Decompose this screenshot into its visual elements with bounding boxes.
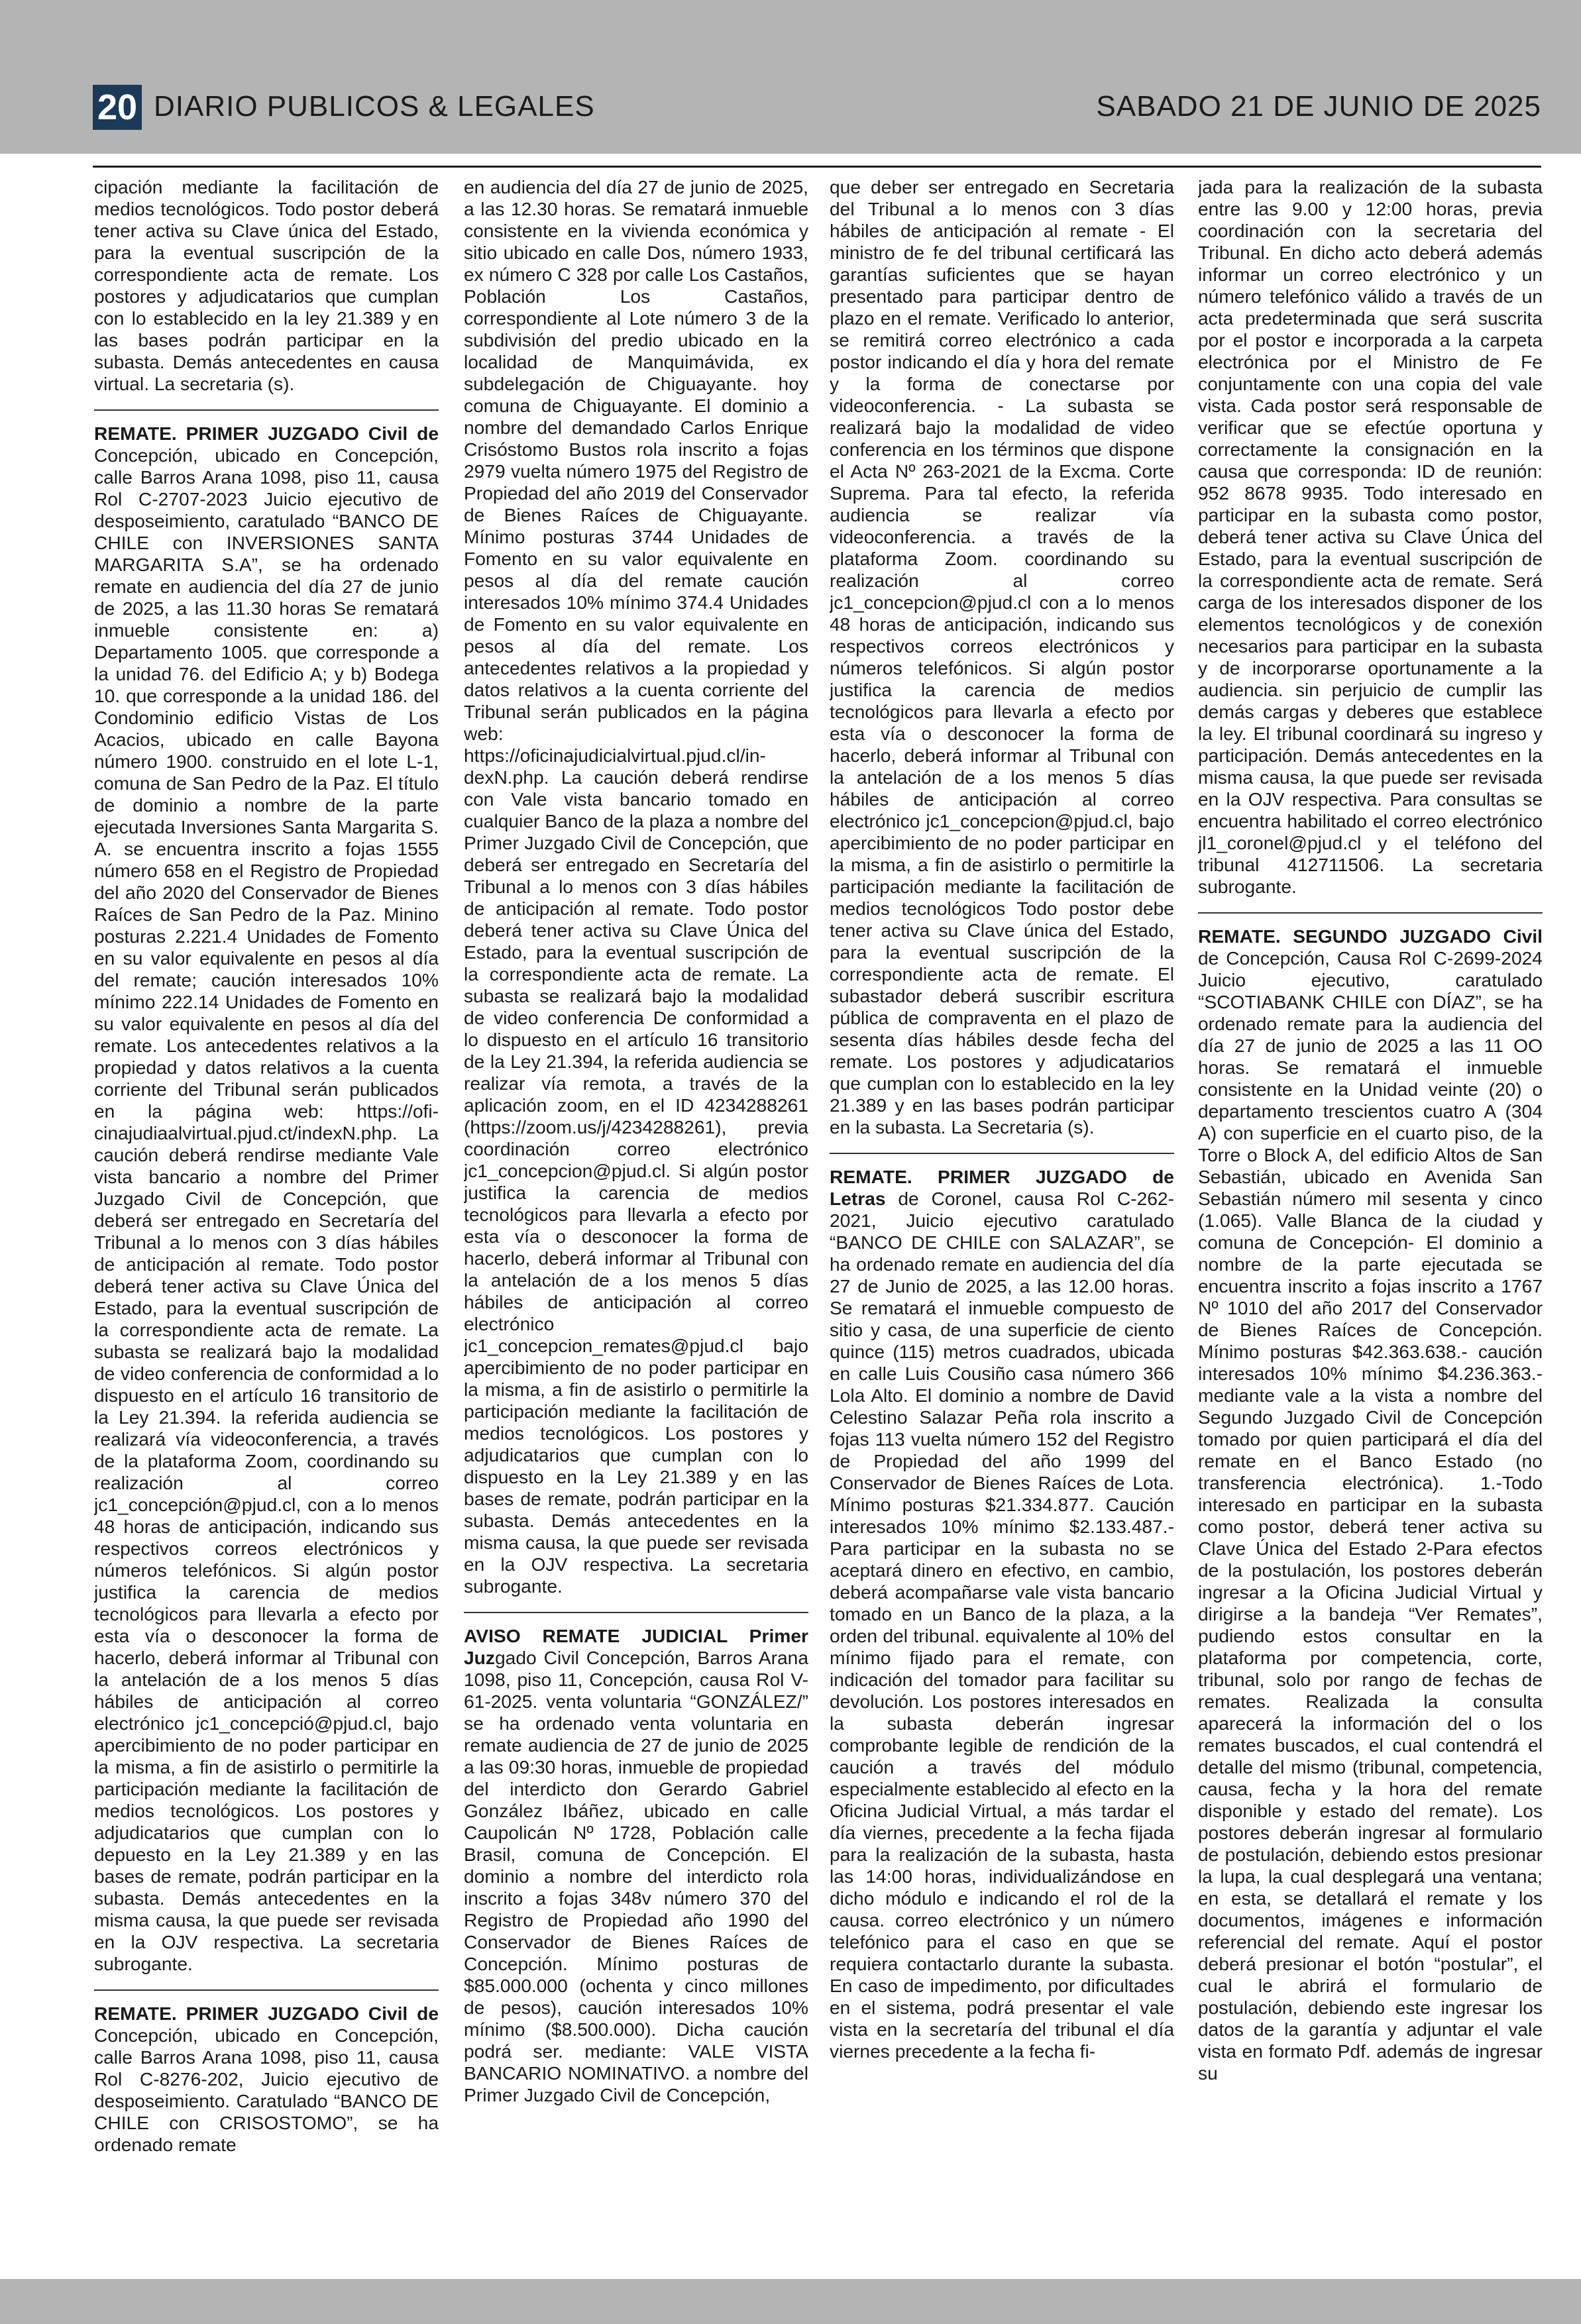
header-rule <box>93 166 1541 168</box>
notice-text: en audiencia del día 27 de junio de 2025, a las 12.30 horas. Se rematará inmueble consistente en la vivienda económica y sitio ubicado en calle Dos, número 1933, ex número C 328 por calle Los Castaños, Población Los Castaños, correspondiente al Lote número 3 de la subdivisión del predio ubicado en la localidad de Manquimávida, ex subdelegación de Chiguayante. hoy comuna de Chiguayante. El dominio a nombre del demandado Carlos Enrique Crisóstomo Bustos rola inscrito a fojas 2979 vuelta número 1975 del Registro de Propiedad del año 2019 del Conservador de Bienes Raíces de Chiguayante. Mínimo posturas 3744 Unidades de Fomento en su valor equivalente en pesos al día del remate caución interesados 10% mínimo 374.4 Unidades de Fomento en su valor equivalente en pesos al día del remate. Los antecedentes relativos a la propiedad y datos relativos a la cuenta corriente del Tribunal serán publicados en la página web: https://oficinajudicialvirtual.pjud.cl/in-dexN.php. La caución deberá rendirse con Vale vista bancario tomado en cualquier Banco de la plaza a nombre del Primer Juzgado Civil de Concepción, que deberá ser entregado en Secretaría del Tribunal a lo menos con 3 días hábiles de anticipación al remate. Todo postor deberá tener activa su Clave Única del Estado, para la eventual suscripción de la correspondiente acta de remate. La subasta se realizará bajo la modalidad de video conferencia De conformidad a lo dispuesto en el artículo 16 transitorio de la Ley 21.394, la referida audiencia se realizar vía remota, a través de la aplicación zoom, en el ID 4234288261 (https://zoom.us/j/4234288261), previa coordinación correo electrónico jc1_concepcion@pjud.cl. Si algún postor justifica la carencia de medios tecnológicos para llevarla a efecto por esta vía o desconocer la forma de hacerlo, deberá informar al Tribunal con la antelación de a los menos 5 días hábiles de anticipación al correo electrónico jc1_concepcion_remates@pjud.cl bajo apercibimiento de no poder participar en la misma, a fin de asistirlo o permitirle la participación mediante la facilitación de medios tecnológicos. Los postores y adjudicatarios que cumplan con lo dispuesto en la Ley 21.389 y en las bases de remate, podrán participar en la subasta. Demás antecedentes en la misma causa, la que puede ser revisada en la OJV respectiva. La secretaria subrogante. <box>464 176 808 1597</box>
notice-separator <box>830 1153 1174 1154</box>
top-banner <box>0 0 1581 154</box>
notice-continuation <box>830 176 1174 1138</box>
page-number: 20 <box>93 85 142 130</box>
page-header <box>93 79 1541 126</box>
notice-separator <box>464 1612 808 1613</box>
notice-text: Concepción, ubicado en Concepción, calle Barros Arana 1098, piso 11, causa Rol C-8276-202, Juicio ejecutivo de desposeimiento. Caratulado “BANCO DE CHILE con CRISOSTOMO”, se ha ordenado remate <box>94 2025 439 2155</box>
notice <box>464 1625 808 2106</box>
notice-text: de Coronel, causa Rol C-262-2021, Juicio ejecutivo caratulado “BANCO DE CHILE con SALAZAR”, se ha ordenado remate en audiencia del día 27 de Junio de 2025, a las 12.00 horas. Se rematará el inmueble compuesto de sitio y casa, de una superficie de ciento quince (115) metros cuadrados, ubicada en calle Luis Cousiño casa número 366 Lola Alto. El dominio a nombre de David Celestino Salazar Peña rola inscrito a fojas 113 vuelta número 152 del Registro de Propiedad del año 1999 del Conservador de Bienes Raíces de Lota. Mínimo posturas $21.334.877. Caución interesados 10% mínimo $2.133.487.- Para participar en la subasta no se aceptará dinero en efectivo, en cambio, deberá acompañarse vale vista bancario tomado en un Banco de la plaza, a la orden del tribunal. equivalente al 10% del mínimo fijado para el remate, con indicación del tomador para facilitar su devolución. Los postores interesados en la subasta deberán ingresar comprobante legible de rendición de la caución a través del módulo especialmente establecido al efecto en la Oficina Judicial Virtual, a más tardar el día viernes, precedente a la fecha fijada para la realización de la subasta, hasta las 14:00 horas, individualizándose en dicho módulo e indicando el rol de la causa. correo electrónico y un número telefónico para el caso en que se requiera contactarlo durante la subasta. En caso de impedimento, por dificultades en el sistema, podrá presentar el vale vista en la secretaría del tribunal el día viernes precedente a la fecha fi- <box>830 1188 1174 2062</box>
notice-heading: REMATE. PRIMER JUZGADO de Letras <box>830 1166 1174 1209</box>
notice-continuation <box>1198 176 1543 898</box>
notice-heading: REMATE. PRIMER JUZGADO Civil de <box>94 2003 439 2024</box>
publication-date: SABADO 21 DE JUNIO DE 2025 <box>1096 90 1541 123</box>
notice <box>1198 925 1543 2084</box>
notice-separator <box>1198 912 1543 914</box>
notice-heading: REMATE. SEGUNDO JUZGADO Civil <box>1198 925 1543 947</box>
bottom-banner <box>0 2279 1581 2324</box>
notice-heading: REMATE. PRIMER JUZGADO Civil de <box>94 423 439 444</box>
notice-separator <box>94 409 439 411</box>
text-column-1 <box>94 176 439 2263</box>
notice-text: cipación mediante la facilitación de medios tecnológicos. Todo postor deberá tener activa su Clave única del Estado, para la eventual suscripción de la correspondiente acta de remate. Los postores y adjudicatarios que cumplan con lo establecido en la ley 21.389 y en las bases podrán participar en la subasta. Demás antecedentes en causa virtual. La secretaria (s). <box>94 176 439 394</box>
text-column-2 <box>464 176 808 2263</box>
notice-continuation <box>464 176 808 1597</box>
notice <box>830 1166 1174 2062</box>
notice <box>94 423 439 1975</box>
text-column-4 <box>1198 176 1543 2263</box>
notice-text: Concepción, ubicado en Concepción, calle Barros Arana 1098, piso 11, causa Rol C-2707-2023 Juicio ejecutivo de desposeimiento, caratulado “BANCO DE CHILE con INVERSIONES SANTA MARGARITA S.A”, se ha ordenado remate en audiencia del día 27 de junio de 2025, a las 11.30 horas Se rematará inmueble consistente en: a) Departamento 1005. que corresponde a la unidad 76. del Edificio A; y b) Bodega 10. que corresponde a la unidad 186. del Condominio edificio Vistas de Los Acacios, ubicado en calle Bayona número 1900. construido en el lote L-1, comuna de San Pedro de la Paz. El título de dominio a nombre de la parte ejecutada Inversiones Santa Margarita S. A. se encuentra inscrito a fojas 1555 número 658 en el Registro de Propiedad del año 2020 del Conservador de Bienes Raíces de San Pedro de la Paz. Minino posturas 2.221.4 Unidades de Fomento en su valor equivalente en pesos al día del remate; caución interesados 10% mínimo 222.14 Unidades de Fomento en su valor equivalente en pesos al día del remate. Los antecedentes relativos a la propiedad y datos relativos a la cuenta corriente del Tribunal serán publicados en la página web: https://ofi-cinajudiaalvirtual.pjud.ct/indexN.php. La caución deberá rendirse mediante Vale vista bancario a nombre del Primer Juzgado Civil de Concepción, que deberá ser entregado en Secretaría del Tribunal a lo menos con 3 días hábiles de anticipación al remate. Todo postor deberá tener activa su Clave Única del Estado, para la eventual suscripción de la correspondiente acta de remate. La subasta se realizará bajo la modalidad de video conferencia de conformidad a lo dispuesto en el artículo 16 transitorio de la Ley 21.394. la referida audiencia se realizará vía videoconferencia, a través de la plataforma Zoom, coordinando su realización al correo jc1_concepción@pjud.cl, con a lo menos 48 horas de anticipación, indicando sus respectivos correos electrónicos y números telefónicos. Si algún postor justifica la carencia de medios tecnológicos para llevarla a efecto por esta vía o desconocer la forma de hacerlo, deberá informar al Tribunal con la antelación de a los menos 5 días hábiles de anticipación al correo electrónico jc1_concepció@pjud.cl, bajo apercibimiento de no poder participar en la misma, a fin de asistirlo o permitirle la participación mediante la facilitación de medios tecnológicos. Los postores y adjudicatarios que cumplan con lo depuesto en la Ley 21.389 y en las bases de remate, podrán participar en la subasta. Demás antecedentes en la misma causa, la que puede ser revisada en la OJV respectiva. La secretaria subrogante. <box>94 445 439 1974</box>
publication-title: DIARIO PUBLICOS & LEGALES <box>154 90 595 123</box>
notice <box>94 2003 439 2156</box>
notice-heading: AVISO REMATE JUDICIAL Primer Juz <box>464 1625 808 1668</box>
text-column-3 <box>830 176 1174 2263</box>
notice-text: que deber ser entregado en Secretaria del Tribunal a lo menos con 3 días hábiles de anticipación al remate - El ministro de fe del tribunal certificará las garantías suficientes que se hayan presentado para participar dentro de plazo en el remate. Verificado lo anterior, se remitirá correo electrónico a cada postor indicando el día y hora del remate y la forma de conectarse por videoconferencia. - La subasta se realizará bajo la modalidad de video conferencia en los términos que dispone el Acta Nº 263-2021 de la Excma. Corte Suprema. Para tal efecto, la referida audiencia se realizar vía videoconferencia. a través de la plataforma Zoom. coordinando su realización al correo jc1_concepcion@pjud.cl con a lo menos 48 horas de anticipación, indicando sus respectivos correos electrónicos y números telefónicos. Si algún postor justifica la carencia de medios tecnológicos para llevarla a efecto por esta vía o desconocer la forma de hacerlo, deberá informar al Tribunal con la antelación de a los menos 5 días hábiles de anticipación al correo electrónico jc1_concepcion@pjud.cl, bajo apercibimiento de no poder participar en la misma, a fin de asistirlo o permitirle la participación mediante la facilitación de medios tecnológicos Todo postor debe tener activa su Clave única del Estado, para la eventual suscripción de la correspondiente acta de remate. El subastador deberá suscribir escritura pública de compraventa en el plazo de sesenta días hábiles desde fecha del remate. Los postores y adjudicatarios que cumplan con lo establecido en la ley 21.389 y en las bases podrán participar en la subasta. La Secretaria (s). <box>830 176 1174 1137</box>
notice-text: de Concepción, Causa Rol C-2699-2024 Juicio ejecutivo, caratulado “SCOTIABANK CHILE con DÍAZ”, se ha ordenado remate para la audiencia del día 27 de junio de 2025 a las 11 OO horas. Se rematará el inmueble consistente en la Unidad veinte (20) o departamento trescientos cuatro A (304 A) con superficie en el cuarto piso, de la Torre o Block A, del edificio Altos de San Sebastián, ubicado en Avenida San Sebastián número mil sesenta y cinco (1.065). Valle Blanca de la ciudad y comuna de Concepción- El dominio a nombre de la parte ejecutada se encuentra inscrito a fojas inscrito a 1767 Nº 1010 del año 2017 del Conservador de Bienes Raíces de Concepción. Mínimo posturas $42.363.638.- caución interesados 10% mínimo $4.236.363.-mediante vale a la vista a nombre del Segundo Juzgado Civil de Concepción tomado por quien participará el día del remate en el Banco Estado (no transferencia electrónica). 1.-Todo interesado en participar en la subasta como postor, deberá tener activa su Clave Única del Estado 2-Para efectos de la postulación, los postores deberán ingresar a la Oficina Judicial Virtual y dirigirse a la bandeja “Ver Remates”, pudiendo estos consultar en la plataforma por competencia, corte, tribunal, solo por rango de fechas de remates. Realizada la consulta aparecerá la información del o los remates buscados, el cual contendrá el detalle del mismo (tribunal, competencia, causa, fecha y la hora del remate disponible y estado del remate). Los postores deberán ingresar al formulario de postulación, debiendo estos presionar la lupa, la cual desplegará una ventana; en esta, se detallará el remate y los documentos, imágenes e información referencial del remate. Aquí el postor deberá presionar el botón “postular”, el cual le abrirá el formulario de postulación, debiendo este ingresar los datos de la garantía y adjuntar el vale vista en formato Pdf. además de ingresar su <box>1198 947 1543 2084</box>
notice-separator <box>94 1989 439 1991</box>
notice-text: gado Civil Concepción, Barros Arana 1098, piso 11, Concepción, causa Rol V-61-2025. venta voluntaria “GONZÁLEZ/” se ha ordenado venta voluntaria en remate audiencia de 27 de junio de 2025 a las 09:30 horas, inmueble de propiedad del interdicto don Gerardo Gabriel González Ibáñez, ubicado en calle Caupolicán Nº 1728, Población calle Brasil, comuna de Concepción. El dominio a nombre del interdicto rola inscrito a fojas 348v número 370 del Registro de Propiedad año 1990 del Conservador de Bienes Raíces de Concepción. Mínimo posturas de $85.000.000 (ochenta y cinco millones de pesos), caución interesados 10% mínimo ($8.500.000). Dicha caución podrá ser. mediante: VALE VISTA BANCARIO NOMINATIVO. a nombre del Primer Juzgado Civil de Concepción, <box>464 1647 808 2105</box>
notice-text: jada para la realización de la subasta entre las 9.00 y 12:00 horas, previa coordinación con la secretaria del Tribunal. En dicho acto deberá además informar un correo electrónico y un número telefónico válido a través de un acta predeterminada que será suscrita por el postor e incorporada a la carpeta electrónica por el Ministro de Fe conjuntamente con una copia del vale vista. Cada postor será responsable de verificar que se efectúe oportuna y correctamente la consignación en la causa que corresponda: ID de reunión: 952 8678 9935. Todo interesado en participar en la subasta como postor, deberá tener activa su Clave Única del Estado, para la eventual suscripción de la correspondiente acta de remate. Será carga de los interesados disponer de los elementos tecnológicos y de conexión necesarios para participar en la subasta y de incorporarse oportunamente a la audiencia. sin perjuicio de cumplir las demás cargas y deberes que establece la ley. El tribunal coordinará su ingreso y participación. Demás antecedentes en la misma causa, la que puede ser revisada en la OJV respectiva. Para consultas se encuentra habilitado el correo electrónico jl1_coronel@pjud.cl y el teléfono del tribunal 412711506. La secretaria subrogante. <box>1198 176 1543 897</box>
notice-continuation <box>94 176 439 395</box>
